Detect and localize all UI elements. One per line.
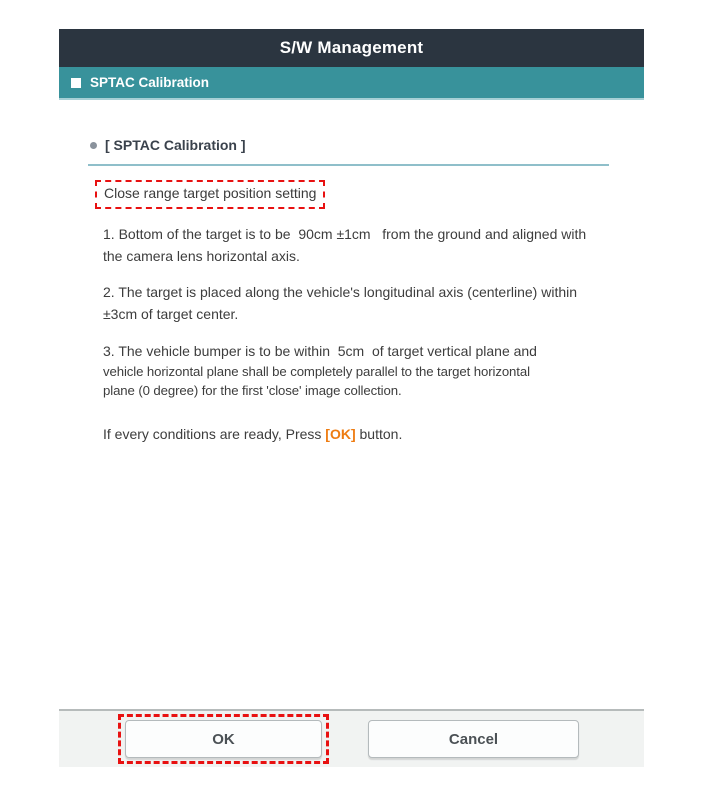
instruction-line: vehicle horizontal plane shall be completely parallel to the target horizontal bbox=[103, 364, 530, 379]
instruction-line: plane (0 degree) for the first 'close' image collection. bbox=[103, 383, 402, 398]
instruction-step-3 bbox=[103, 340, 644, 400]
title-bar bbox=[59, 29, 644, 67]
instruction-step-2 bbox=[103, 281, 644, 325]
instruction-step-1 bbox=[103, 223, 644, 267]
page-title: S/W Management bbox=[279, 38, 424, 57]
footer-bar bbox=[59, 709, 644, 767]
instruction-line: 2. The target is placed along the vehicle's longitudinal axis (centerline) within bbox=[103, 284, 578, 300]
square-bullet-icon bbox=[71, 78, 81, 88]
section-heading-text: [ SPTAC Calibration ] bbox=[105, 137, 246, 153]
circle-bullet-icon bbox=[90, 142, 97, 149]
section-header-bar bbox=[59, 67, 644, 100]
setting-title: Close range target position setting bbox=[104, 185, 317, 201]
press-text-after: button. bbox=[355, 426, 403, 442]
section-header-label: SPTAC Calibration bbox=[90, 75, 210, 90]
instruction-line: the camera lens horizontal axis. bbox=[103, 248, 300, 264]
instruction-line: ±3cm of target center. bbox=[103, 306, 239, 322]
content-area bbox=[59, 137, 644, 744]
ok-button[interactable]: OK bbox=[125, 720, 322, 758]
dialog-panel bbox=[59, 29, 644, 767]
section-heading bbox=[90, 137, 644, 153]
press-text-before: If every conditions are ready, Press bbox=[103, 426, 326, 442]
annotation-highlight-box bbox=[95, 180, 325, 209]
press-ok-instruction bbox=[103, 426, 644, 442]
divider-rule bbox=[88, 164, 609, 166]
instruction-line: 1. Bottom of the target is to be 90cm ±1cm from the ground and aligned with bbox=[103, 226, 587, 242]
ok-keyword: [OK] bbox=[325, 426, 356, 442]
cancel-button[interactable]: Cancel bbox=[368, 720, 579, 758]
instruction-line: 3. The vehicle bumper is to be within 5cm of target vertical plane and bbox=[103, 343, 537, 359]
